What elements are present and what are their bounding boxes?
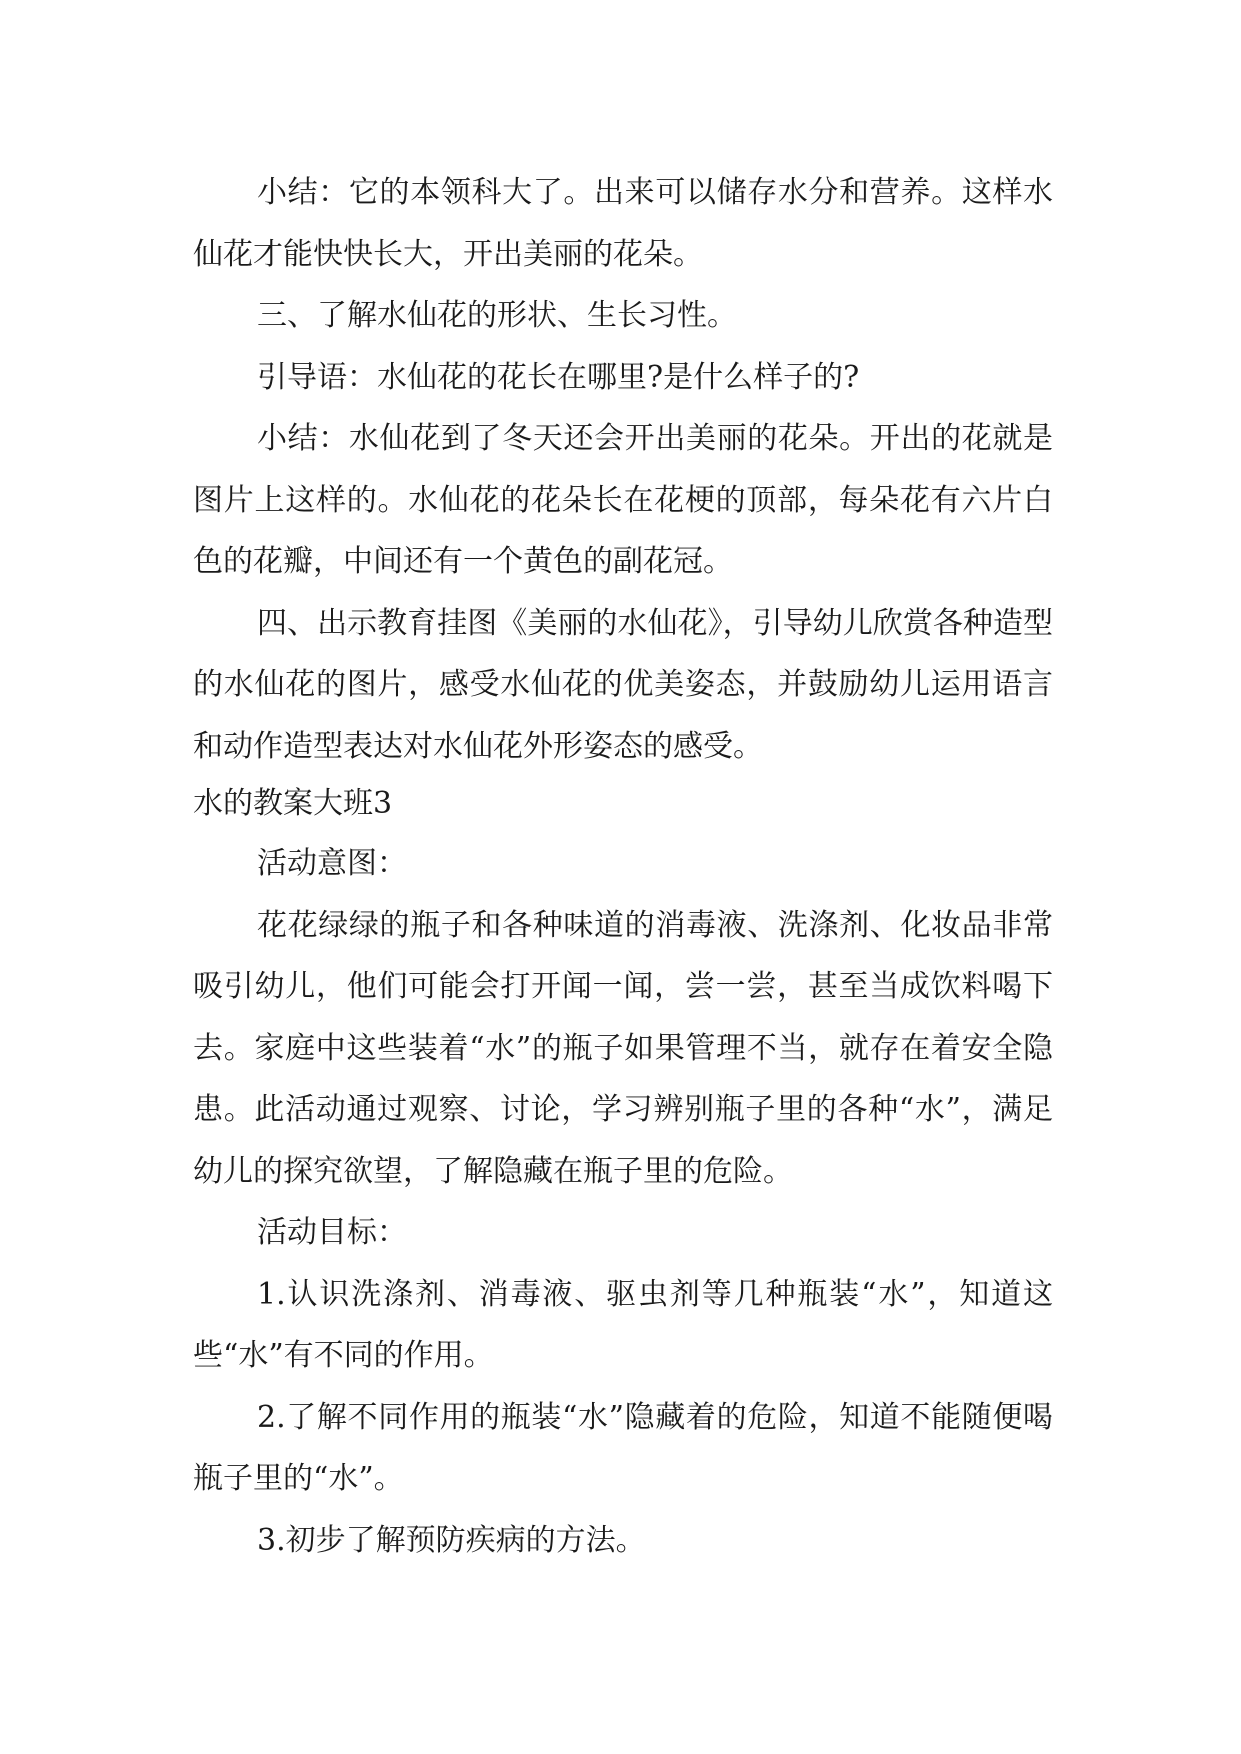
paragraph-guide-question: 引导语：水仙花的花长在哪里?是什么样子的? [257,359,860,395]
section-title: 水的教案大班3 [193,786,393,821]
paragraph-goal-3: 3.初步了解预防疾病的方法。 [257,1522,646,1558]
paragraph-summary-2: 小结：水仙花到了冬天还会开出美丽的花朵。开出的花就是图片上这样的。水仙花的花朵长在花梗的顶部，每朵花有六片白色的花瓣，中间还有一个黄色的副花冠。 [193,421,1053,579]
paragraph-summary-1: 小结：它的本领科大了。出来可以储存水分和营养。这样水仙花才能快快长大，开出美丽的花朵。 [193,175,1053,272]
paragraph-step-4: 四、出示教育挂图《美丽的水仙花》，引导幼儿欣赏各种造型的水仙花的图片，感受水仙花的优美姿态，并鼓励幼儿运用语言和动作造型表达对水仙花外形姿态的感受。 [193,605,1053,764]
paragraph-activity-intent: 花花绿绿的瓶子和各种味道的消毒液、洗涤剂、化妆品非常吸引幼儿，他们可能会打开闻一闻，尝一尝，甚至当成饮料喝下去。家庭中这些装着“水”的瓶子如果管理不当，就存在着安全隐患。此活动通过观察、讨论，学习辨别瓶子里的各种“水”，满足幼儿的探究欲望，了解隐藏在瓶子里的危险。 [193,907,1053,1189]
paragraph-goal-2: 2.了解不同作用的瓶装“水”隐藏着的危险，知道不能随便喝瓶子里的“水”。 [193,1399,1053,1496]
paragraph-step-3: 三、了解水仙花的形状、生长习性。 [257,298,737,333]
paragraph-goal-1: 1.认识洗涤剂、消毒液、驱虫剂等几种瓶装“水”，知道这些“水”有不同的作用。 [193,1276,1053,1373]
paragraph-activity-intent-label: 活动意图： [257,846,407,881]
paragraph-activity-goals-label: 活动目标： [257,1215,407,1250]
document-body [193,162,1053,1571]
